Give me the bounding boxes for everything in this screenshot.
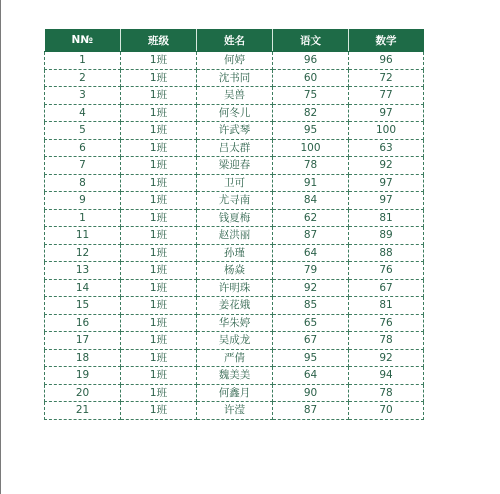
score-table	[44, 29, 424, 420]
cell-number[interactable]: 6	[45, 139, 121, 157]
table-row	[45, 192, 424, 210]
cell-number[interactable]: 1	[45, 209, 121, 227]
header-math[interactable]: 数学	[349, 29, 424, 52]
cell-name[interactable]: 何鑫月	[197, 384, 273, 402]
table-row	[45, 402, 424, 420]
page-left-edge	[0, 0, 1, 494]
cell-name[interactable]: 何婷	[197, 52, 273, 70]
cell-math[interactable]: 72	[349, 69, 424, 87]
cell-chinese[interactable]: 60	[273, 69, 349, 87]
cell-name[interactable]: 梁迎春	[197, 157, 273, 175]
cell-name[interactable]: 许武琴	[197, 122, 273, 140]
cell-number[interactable]: 3	[45, 87, 121, 105]
cell-class[interactable]: 1班	[121, 384, 197, 402]
table-row	[45, 139, 424, 157]
cell-math[interactable]: 88	[349, 244, 424, 262]
cell-math[interactable]: 76	[349, 314, 424, 332]
cell-name[interactable]: 卫可	[197, 174, 273, 192]
cell-math[interactable]: 92	[349, 157, 424, 175]
cell-class[interactable]: 1班	[121, 192, 197, 210]
cell-number[interactable]: 11	[45, 227, 121, 245]
cell-number[interactable]: 18	[45, 349, 121, 367]
cell-number[interactable]: 2	[45, 69, 121, 87]
table-header	[45, 29, 424, 52]
cell-class[interactable]: 1班	[121, 227, 197, 245]
table-row	[45, 297, 424, 315]
cell-math[interactable]: 67	[349, 279, 424, 297]
table-row	[45, 349, 424, 367]
cell-class[interactable]: 1班	[121, 139, 197, 157]
cell-math[interactable]: 92	[349, 349, 424, 367]
table-body	[45, 52, 424, 420]
cell-number[interactable]: 21	[45, 402, 121, 420]
cell-math[interactable]: 77	[349, 87, 424, 105]
cell-chinese[interactable]: 96	[273, 52, 349, 70]
cell-chinese[interactable]: 91	[273, 174, 349, 192]
cell-chinese[interactable]: 87	[273, 227, 349, 245]
cell-number[interactable]: 16	[45, 314, 121, 332]
cell-class[interactable]: 1班	[121, 402, 197, 420]
cell-class[interactable]: 1班	[121, 244, 197, 262]
cell-chinese[interactable]: 65	[273, 314, 349, 332]
table-row	[45, 52, 424, 70]
cell-math[interactable]: 78	[349, 384, 424, 402]
cell-number[interactable]: 17	[45, 332, 121, 350]
cell-math[interactable]: 76	[349, 262, 424, 280]
table-row	[45, 227, 424, 245]
cell-number[interactable]: 1	[45, 52, 121, 70]
cell-math[interactable]: 70	[349, 402, 424, 420]
cell-name[interactable]: 钱夏梅	[197, 209, 273, 227]
cell-chinese[interactable]: 84	[273, 192, 349, 210]
cell-number[interactable]: 13	[45, 262, 121, 280]
cell-math[interactable]: 81	[349, 209, 424, 227]
cell-chinese[interactable]: 95	[273, 122, 349, 140]
cell-number[interactable]: 8	[45, 174, 121, 192]
cell-chinese[interactable]: 67	[273, 332, 349, 350]
cell-class[interactable]: 1班	[121, 262, 197, 280]
cell-chinese[interactable]: 95	[273, 349, 349, 367]
cell-chinese[interactable]: 90	[273, 384, 349, 402]
cell-math[interactable]: 96	[349, 52, 424, 70]
cell-class[interactable]: 1班	[121, 314, 197, 332]
cell-number[interactable]: 4	[45, 104, 121, 122]
table-row	[45, 174, 424, 192]
cell-class[interactable]: 1班	[121, 104, 197, 122]
cell-math[interactable]: 81	[349, 297, 424, 315]
cell-class[interactable]: 1班	[121, 87, 197, 105]
cell-class[interactable]: 1班	[121, 157, 197, 175]
cell-math[interactable]: 97	[349, 174, 424, 192]
table-row	[45, 244, 424, 262]
cell-chinese[interactable]: 75	[273, 87, 349, 105]
cell-name[interactable]: 严倩	[197, 349, 273, 367]
cell-number[interactable]: 20	[45, 384, 121, 402]
table-row	[45, 69, 424, 87]
table-row	[45, 209, 424, 227]
cell-chinese[interactable]: 92	[273, 279, 349, 297]
cell-name[interactable]: 许明珠	[197, 279, 273, 297]
cell-number[interactable]: 12	[45, 244, 121, 262]
header-chinese[interactable]: 语文	[273, 29, 349, 52]
cell-number[interactable]: 14	[45, 279, 121, 297]
cell-class[interactable]: 1班	[121, 122, 197, 140]
cell-class[interactable]: 1班	[121, 279, 197, 297]
cell-class[interactable]: 1班	[121, 174, 197, 192]
cell-number[interactable]: 19	[45, 367, 121, 385]
cell-chinese[interactable]: 100	[273, 139, 349, 157]
cell-name[interactable]: 吴成龙	[197, 332, 273, 350]
cell-math[interactable]: 89	[349, 227, 424, 245]
header-row	[45, 29, 424, 52]
cell-name[interactable]: 何冬儿	[197, 104, 273, 122]
cell-class[interactable]: 1班	[121, 367, 197, 385]
cell-name[interactable]: 孙瑾	[197, 244, 273, 262]
cell-chinese[interactable]: 78	[273, 157, 349, 175]
cell-math[interactable]: 63	[349, 139, 424, 157]
cell-name[interactable]: 魏美美	[197, 367, 273, 385]
cell-name[interactable]: 吴兽	[197, 87, 273, 105]
cell-class[interactable]: 1班	[121, 297, 197, 315]
cell-class[interactable]: 1班	[121, 332, 197, 350]
header-class[interactable]: 班级	[121, 29, 197, 52]
cell-chinese[interactable]: 64	[273, 367, 349, 385]
cell-math[interactable]: 97	[349, 192, 424, 210]
cell-name[interactable]: 华朱婷	[197, 314, 273, 332]
cell-class[interactable]: 1班	[121, 349, 197, 367]
header-name[interactable]: 姓名	[197, 29, 273, 52]
table-row	[45, 122, 424, 140]
table-row	[45, 87, 424, 105]
cell-name[interactable]: 姜花娥	[197, 297, 273, 315]
cell-name[interactable]: 吕太群	[197, 139, 273, 157]
cell-math[interactable]: 78	[349, 332, 424, 350]
cell-class[interactable]: 1班	[121, 52, 197, 70]
cell-number[interactable]: 15	[45, 297, 121, 315]
table-row	[45, 384, 424, 402]
table-row	[45, 262, 424, 280]
cell-chinese[interactable]: 82	[273, 104, 349, 122]
cell-class[interactable]: 1班	[121, 69, 197, 87]
cell-chinese[interactable]: 79	[273, 262, 349, 280]
cell-name[interactable]: 赵洪丽	[197, 227, 273, 245]
cell-chinese[interactable]: 64	[273, 244, 349, 262]
header-number[interactable]: N№	[45, 29, 121, 52]
cell-math[interactable]: 94	[349, 367, 424, 385]
cell-name[interactable]: 许滢	[197, 402, 273, 420]
table-row	[45, 157, 424, 175]
cell-number[interactable]: 9	[45, 192, 121, 210]
cell-math[interactable]: 100	[349, 122, 424, 140]
table-row	[45, 104, 424, 122]
cell-class[interactable]: 1班	[121, 209, 197, 227]
cell-name[interactable]: 尤寻南	[197, 192, 273, 210]
cell-name[interactable]: 沈书同	[197, 69, 273, 87]
cell-chinese[interactable]: 87	[273, 402, 349, 420]
cell-number[interactable]: 7	[45, 157, 121, 175]
cell-chinese[interactable]: 62	[273, 209, 349, 227]
table-row	[45, 332, 424, 350]
cell-name[interactable]: 杨焱	[197, 262, 273, 280]
table-row	[45, 367, 424, 385]
table-row	[45, 279, 424, 297]
cell-number[interactable]: 5	[45, 122, 121, 140]
table-row	[45, 314, 424, 332]
cell-math[interactable]: 97	[349, 104, 424, 122]
cell-chinese[interactable]: 85	[273, 297, 349, 315]
